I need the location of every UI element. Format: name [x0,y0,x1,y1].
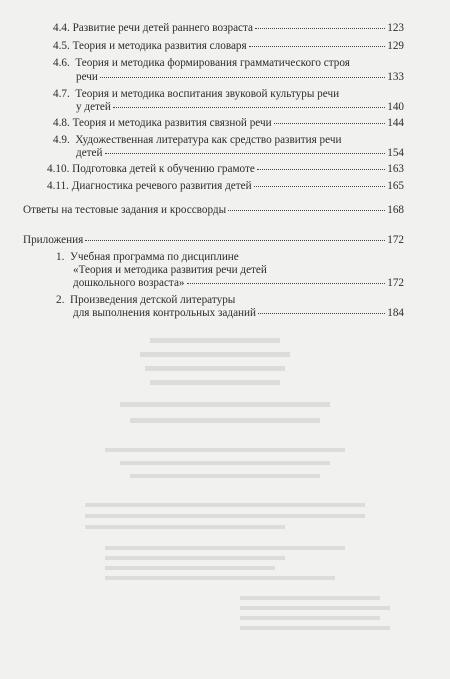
toc-entry-page: 168 [387,204,404,216]
toc-entry-title: Теория и методика формирования грамматического строя [75,57,350,69]
toc-entry-title: Произведения детской литературы [69,294,236,306]
toc-entry-title: Развитие речи детей раннего возраста [72,22,254,34]
toc-entry-number: 4.8. [53,117,70,129]
toc-entry-title: Теория и методика развития словаря [72,40,247,52]
toc-entry-page: 140 [387,101,404,113]
toc-entry-number: 4.5. [53,40,70,52]
toc-entry-page: 129 [387,40,404,52]
toc-entry-title: Художественная литература как средство развития речи [75,134,342,146]
toc-entry-title: Подготовка детей к обучению грамоте [72,163,255,175]
toc-entry-number: 4.7. [53,88,70,100]
toc-entry-title: Ответы на тестовые задания и кроссворды [23,204,227,216]
toc-entry-title-cont: детей [76,147,103,159]
toc-entry-title-cont: «Теория и методика развития речи детей [73,264,267,276]
toc-entry-number: 4.6. [53,57,70,69]
toc-entry-page: 144 [387,117,404,129]
toc-entry-number: 4.9. [53,134,70,146]
toc-entry-page: 165 [387,180,404,192]
toc-entry-number: 4.10. [47,163,70,175]
toc-entry-page: 133 [387,71,404,83]
toc-entry-title: Теория и методика развития связной речи [72,117,272,129]
toc-entry-title-cont: у детей [76,101,111,113]
toc-entry-number: 1. [56,251,65,263]
toc-entry-page: 154 [387,147,404,159]
toc-entry-title: Учебная программа по дисциплине [69,251,239,263]
toc-entry-title-cont: для выполнения контрольных заданий [73,307,256,319]
toc-entry-page: 172 [387,277,404,289]
toc-entry-page: 184 [387,307,404,319]
toc-entry-page: 123 [387,22,404,34]
toc-entry-page: 172 [387,234,404,246]
toc-entry-title: Диагностика речевого развития детей [71,180,252,192]
toc-entry-title: Теория и методика воспитания звуковой культуры речи [75,88,340,100]
toc-entry-title: Приложения [23,234,84,246]
toc-entry-number: 2. [56,294,65,306]
toc-entry-title-cont: дошкольного возраста» [73,277,185,289]
toc-entry-page: 163 [387,163,404,175]
toc-entry-number: 4.11. [47,180,69,192]
toc-entry-title-cont: речи [76,71,98,83]
toc-entry-number: 4.4. [53,22,70,34]
